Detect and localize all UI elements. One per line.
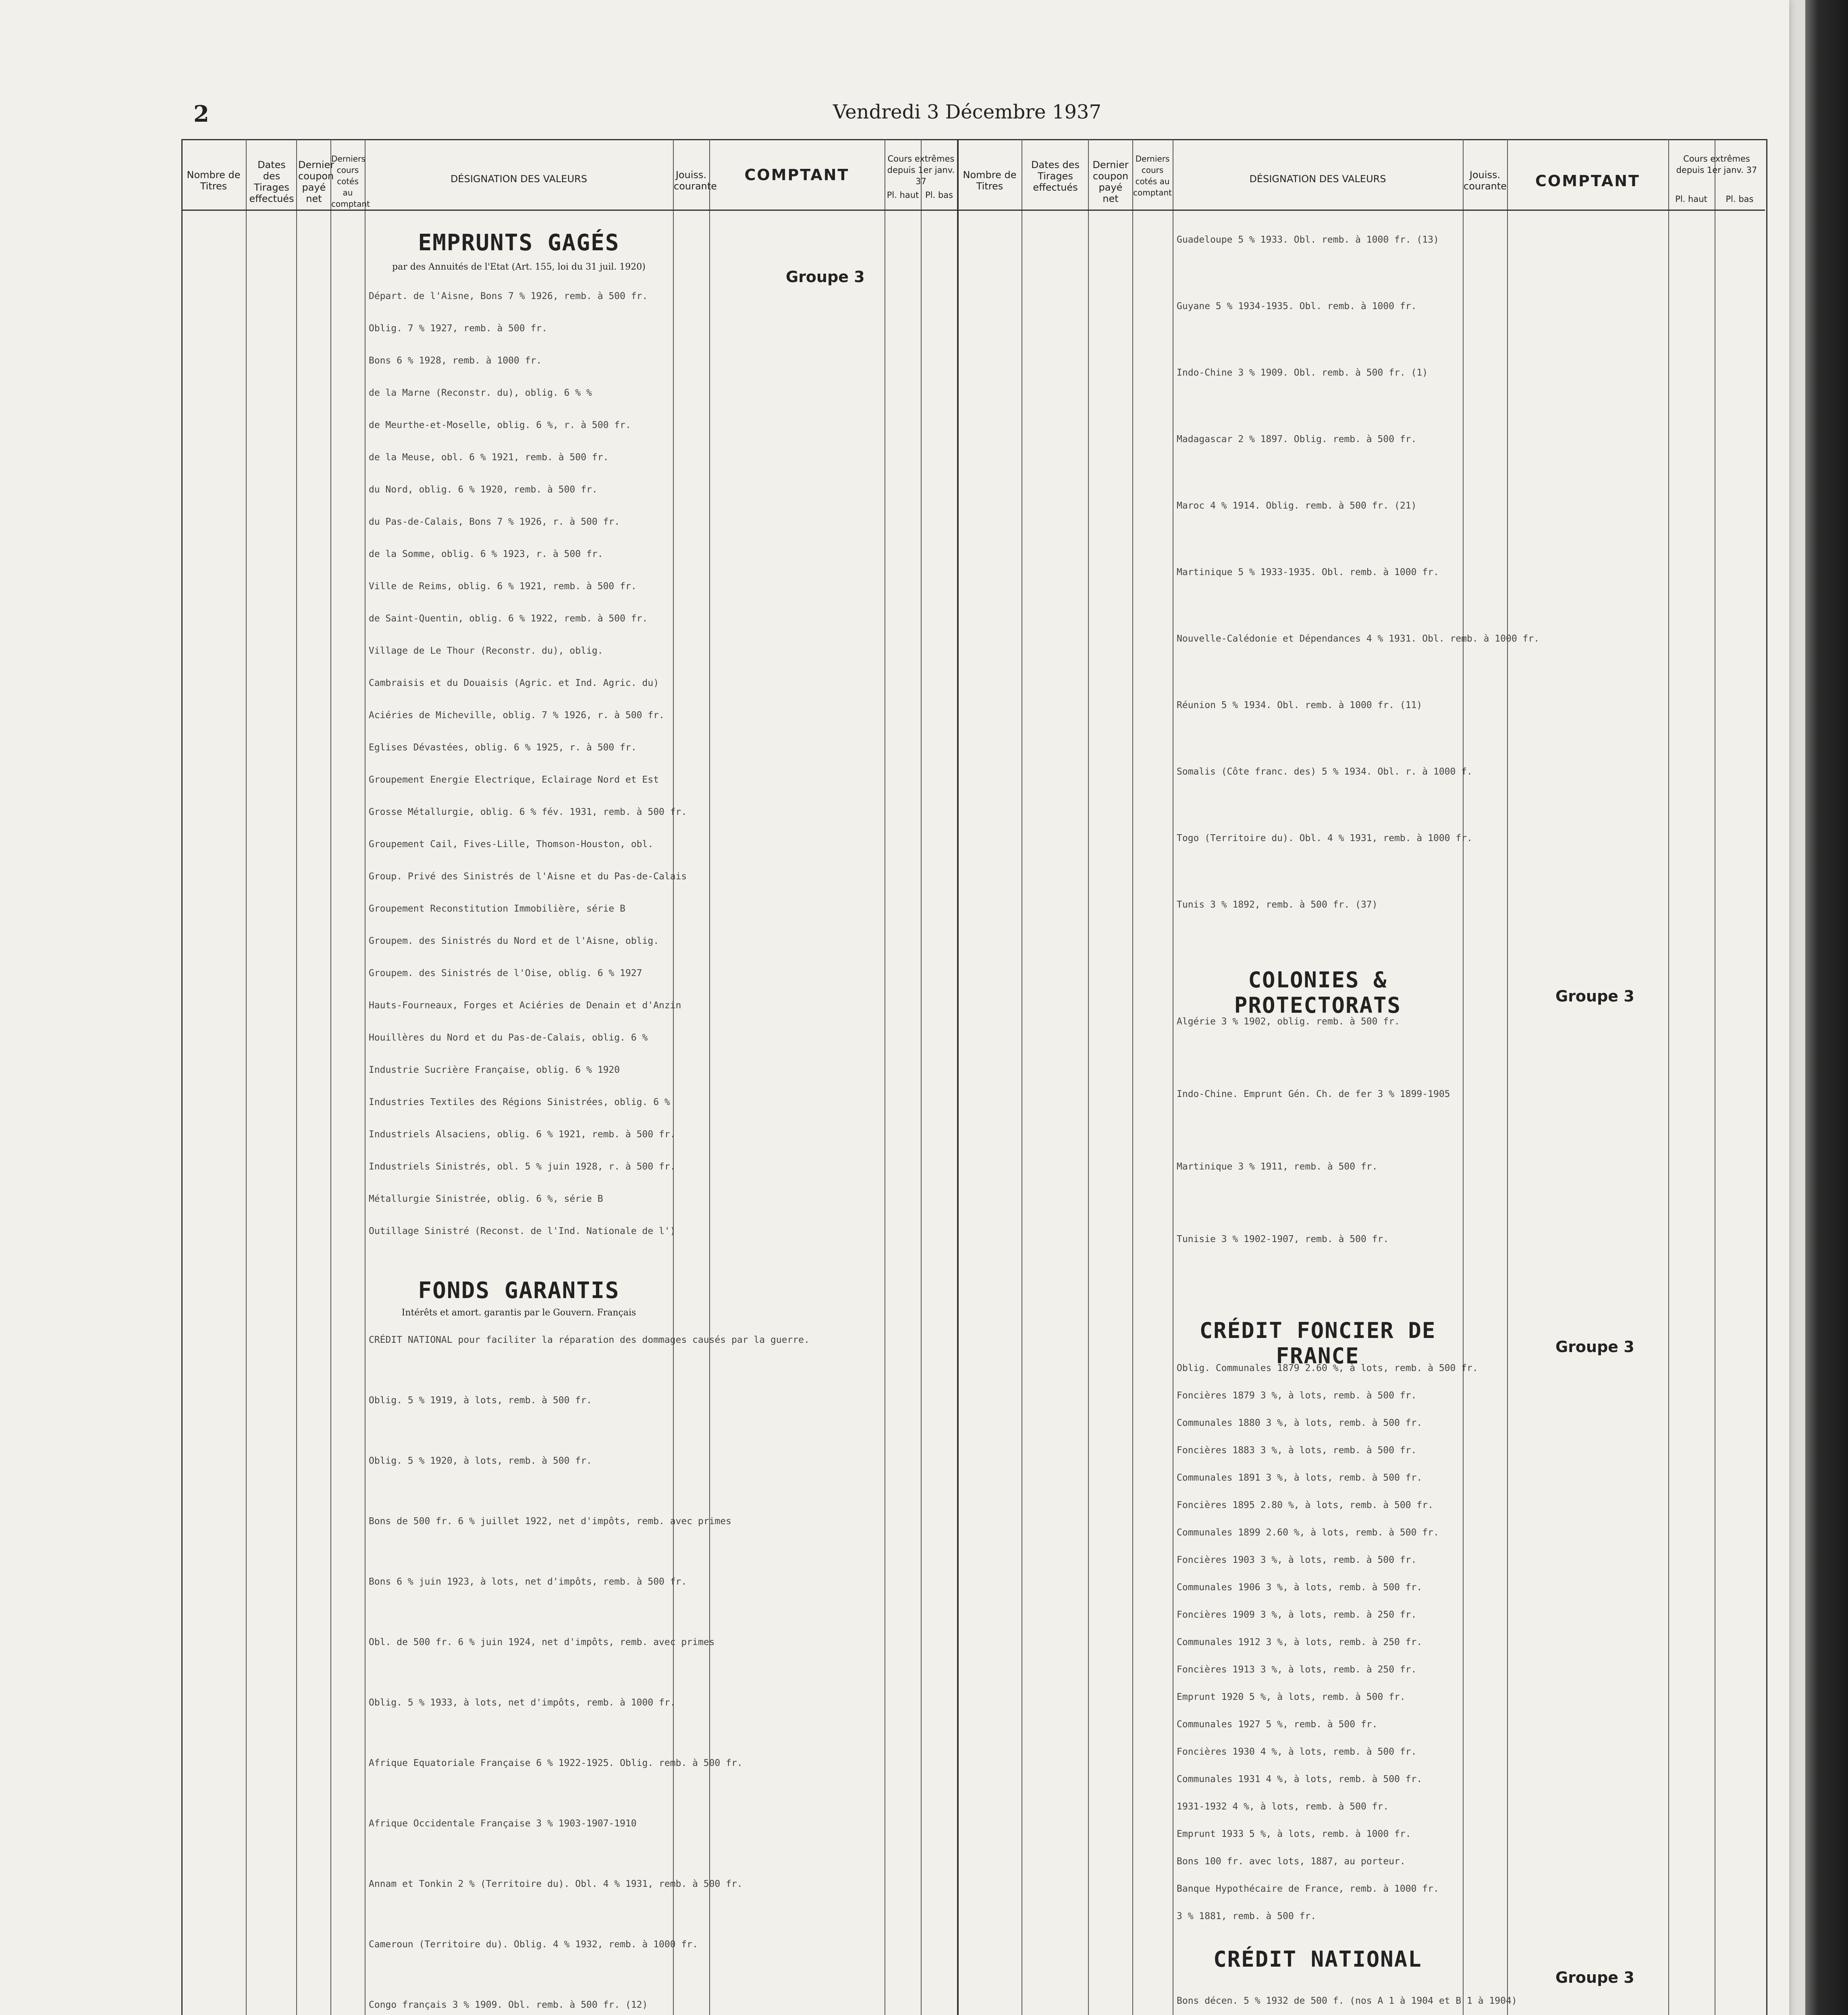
security-entry: Algérie 3 % 1902, oblig. remb. à 500 fr. — [1177, 1016, 1400, 1027]
col-rule — [330, 139, 331, 2015]
security-entry: Oblig. 7 % 1927, remb. à 500 fr. — [369, 323, 548, 334]
security-entry: Tunisie 3 % 1902-1907, remb. à 500 fr. — [1177, 1234, 1389, 1244]
date-line: Vendredi 3 Décembre 1937 — [833, 101, 1101, 123]
security-entry: Communales 1912 3 %, à lots, remb. à 250 fr. — [1177, 1637, 1422, 1647]
col-header-plbas: Pl. bas — [1725, 194, 1754, 204]
security-entry: Foncières 1930 4 %, à lots, remb. à 500 fr. — [1177, 1747, 1417, 1757]
security-entry: Communales 1931 4 %, à lots, remb. à 500 fr. — [1177, 1774, 1422, 1784]
security-entry: Industriels Sinistrés, obl. 5 % juin 1928, r. à 500 fr. — [369, 1161, 676, 1172]
security-entry: Guadeloupe 5 % 1933. Obl. remb. à 1000 fr. (13) — [1177, 235, 1439, 245]
security-entry: du Nord, oblig. 6 % 1920, remb. à 500 fr. — [369, 484, 598, 495]
security-entry: Oblig. 5 % 1919, à lots, remb. à 500 fr. — [369, 1395, 592, 1406]
security-entry: Ville de Reims, oblig. 6 % 1921, remb. à 500 fr. — [369, 581, 637, 592]
section-title-emprunts-gages: EMPRUNTS GAGÉS — [418, 230, 620, 256]
security-entry: de la Meuse, obl. 6 % 1921, remb. à 500 fr. — [369, 452, 609, 463]
security-entry: Emprunt 1920 5 %, à lots, remb. à 500 fr. — [1177, 1692, 1406, 1702]
col-header-dernier: Dernier coupon payé net — [298, 159, 334, 204]
security-entry: Communales 1880 3 %, à lots, remb. à 500 fr. — [1177, 1418, 1422, 1428]
security-entry: Somalis (Côte franc. des) 5 % 1934. Obl. r. à 1000 f. — [1177, 767, 1472, 777]
security-entry: Réunion 5 % 1934. Obl. remb. à 1000 fr. (11) — [1177, 700, 1422, 710]
header-rule — [181, 210, 1765, 211]
security-entry: Groupement Energie Electrique, Eclairage Nord et Est — [369, 775, 659, 785]
security-entry: Obl. de 500 fr. 6 % juin 1924, net d'impôts, remb. avec primes — [369, 1637, 715, 1647]
col-header-dernier: Dernier coupon payé net — [1092, 159, 1129, 204]
col-rule — [1463, 139, 1464, 2015]
security-entry: Guyane 5 % 1934-1935. Obl. remb. à 1000 fr. — [1177, 301, 1417, 312]
security-entry: Industriels Alsaciens, oblig. 6 % 1921, remb. à 500 fr. — [369, 1129, 676, 1140]
security-entry: Communales 1891 3 %, à lots, remb. à 500 fr. — [1177, 1473, 1422, 1483]
col-header-comptant: COMPTANT — [1535, 172, 1640, 190]
group-label: Groupe 3 — [786, 268, 865, 286]
security-entry: de la Somme, oblig. 6 % 1923, r. à 500 fr. — [369, 549, 603, 559]
col-rule — [1088, 139, 1089, 2015]
security-entry: Togo (Territoire du). Obl. 4 % 1931, remb. à 1000 fr. — [1177, 833, 1472, 843]
col-header-comptant: COMPTANT — [744, 166, 849, 184]
security-entry: CRÉDIT NATIONAL pour faciliter la réparation des dommages causés par la guerre. — [369, 1335, 810, 1345]
security-entry: Indo-Chine. Emprunt Gén. Ch. de fer 3 % 1899-1905 — [1177, 1089, 1450, 1099]
col-header-plhaut: Pl. haut — [887, 190, 919, 200]
section-title-credit-foncier: CRÉDIT FONCIER DE FRANCE — [1199, 1318, 1436, 1369]
col-header-nombre: Nombre de Titres — [187, 169, 241, 192]
security-entry: Bons 6 % 1928, remb. à 1000 fr. — [369, 355, 542, 366]
col-header-designation: DÉSIGNATION DES VALEURS — [1249, 173, 1386, 185]
security-entry: Annam et Tonkin 2 % (Territoire du). Obl. 4 % 1931, remb. à 500 fr. — [369, 1879, 743, 1889]
book-edge — [1805, 0, 1848, 2015]
security-entry: Communales 1899 2.60 %, à lots, remb. à 500 fr. — [1177, 1527, 1439, 1538]
security-entry: Foncières 1913 3 %, à lots, remb. à 250 fr. — [1177, 1664, 1417, 1675]
col-header-nombre: Nombre de Titres — [963, 169, 1017, 192]
security-entry: Congo français 3 % 1909. Obl. remb. à 500 fr. (12) — [369, 2000, 648, 2010]
col-rule — [246, 139, 247, 2015]
col-rule — [1132, 139, 1133, 2015]
section-subtitle: Intérêts et amort. garantis par le Gouvern. Français — [401, 1308, 636, 1318]
security-entry: Maroc 4 % 1914. Oblig. remb. à 500 fr. (21) — [1177, 501, 1417, 511]
page-number: 2 — [193, 101, 209, 127]
security-entry: Hauts-Fourneaux, Forges et Aciéries de Denain et d'Anzin — [369, 1000, 681, 1011]
security-entry: Foncières 1895 2.80 %, à lots, remb. à 500 fr. — [1177, 1500, 1433, 1510]
col-header-extremes: Cours extrêmes depuis 1er janv. 37 — [1676, 154, 1757, 175]
security-entry: Village de Le Thour (Reconstr. du), oblig. — [369, 646, 603, 656]
security-entry: Outillage Sinistré (Reconst. de l'Ind. Nationale de l') — [369, 1226, 676, 1236]
security-entry: Départ. de l'Aisne, Bons 7 % 1926, remb. à 500 fr. — [369, 291, 648, 301]
security-entry: Madagascar 2 % 1897. Oblig. remb. à 500 fr. — [1177, 434, 1417, 445]
security-entry: Foncières 1883 3 %, à lots, remb. à 500 fr. — [1177, 1445, 1417, 1456]
group-label: Groupe 3 — [1555, 1338, 1634, 1356]
col-header-dates: Dates des Tirages effectués — [1031, 159, 1080, 193]
security-entry: de la Marne (Reconstr. du), oblig. 6 % % — [369, 388, 592, 398]
security-entry: Aciéries de Micheville, oblig. 7 % 1926, r. à 500 fr. — [369, 710, 664, 721]
security-entry: Bons 100 fr. avec lots, 1887, au porteur. — [1177, 1856, 1406, 1867]
col-header-extremes: Cours extrêmes depuis 1er janv. 37 — [887, 154, 955, 186]
col-rule — [673, 139, 674, 2015]
security-entry: Group. Privé des Sinistrés de l'Aisne et du Pas-de-Calais — [369, 871, 687, 882]
col-header-plhaut: Pl. haut — [1675, 194, 1707, 204]
security-entry: Groupement Cail, Fives-Lille, Thomson-Houston, obl. — [369, 839, 654, 850]
security-entry: Eglises Dévastées, oblig. 6 % 1925, r. à 500 fr. — [369, 742, 637, 753]
security-entry: Afrique Occidentale Française 3 % 1903-1907-1910 — [369, 1818, 637, 1829]
group-label: Groupe 3 — [1555, 987, 1634, 1005]
security-entry: 3 % 1881, remb. à 500 fr. — [1177, 1911, 1316, 1922]
col-rule — [296, 139, 297, 2015]
security-entry: 1931-1932 4 %, à lots, remb. à 500 fr. — [1177, 1801, 1389, 1812]
security-entry: Tunis 3 % 1892, remb. à 500 fr. (37) — [1177, 899, 1378, 910]
security-entry: Indo-Chine 3 % 1909. Obl. remb. à 500 fr. (1) — [1177, 368, 1428, 378]
group-label: Groupe 3 — [1555, 1969, 1634, 1986]
security-entry: Foncières 1903 3 %, à lots, remb. à 500 fr. — [1177, 1555, 1417, 1565]
security-entry: Bons décen. 5 % 1932 de 500 f. (nos A 1 à 1904 et B 1 à 1904) — [1177, 1996, 1517, 2006]
security-entry: Communales 1927 5 %, remb. à 500 fr. — [1177, 1719, 1378, 1730]
col-header-designation: DÉSIGNATION DES VALEURS — [450, 173, 588, 185]
col-header-cours: Derniers cours cotés au comptant — [1133, 154, 1172, 197]
security-entry: Grosse Métallurgie, oblig. 6 % fév. 1931, remb. à 500 fr. — [369, 807, 687, 817]
col-rule — [1668, 139, 1669, 2015]
security-entry: Industries Textiles des Régions Sinistrées, oblig. 6 % — [369, 1097, 670, 1107]
security-entry: de Meurthe-et-Moselle, oblig. 6 %, r. à 500 fr. — [369, 420, 631, 430]
security-entry: Banque Hypothécaire de France, remb. à 1000 fr. — [1177, 1884, 1439, 1894]
security-entry: Foncières 1879 3 %, à lots, remb. à 500 fr. — [1177, 1390, 1417, 1401]
col-header-jouiss: Jouiss. courante — [1464, 169, 1507, 192]
security-entry: Bons de 500 fr. 6 % juillet 1922, net d'impôts, remb. avec primes — [369, 1516, 732, 1527]
col-rule — [1507, 139, 1508, 2015]
security-entry: Métallurgie Sinistrée, oblig. 6 %, série B — [369, 1194, 603, 1204]
security-entry: Houillères du Nord et du Pas-de-Calais, oblig. 6 % — [369, 1032, 648, 1043]
security-entry: Emprunt 1933 5 %, à lots, remb. à 1000 fr. — [1177, 1829, 1411, 1839]
col-rule — [709, 139, 710, 2015]
security-entry: Martinique 3 % 1911, remb. à 500 fr. — [1177, 1161, 1378, 1172]
col-rule — [921, 139, 922, 2015]
security-entry: Cameroun (Territoire du). Oblig. 4 % 1932, remb. à 1000 fr. — [369, 1939, 698, 1950]
security-entry: Martinique 5 % 1933-1935. Obl. remb. à 1000 fr. — [1177, 567, 1439, 577]
col-header-plbas: Pl. bas — [925, 190, 953, 200]
security-entry: de Saint-Quentin, oblig. 6 % 1922, remb. à 500 fr. — [369, 613, 648, 624]
security-entry: Communales 1906 3 %, à lots, remb. à 500 fr. — [1177, 1582, 1422, 1593]
security-entry: Oblig. Communales 1879 2.60 %, à lots, remb. à 500 fr. — [1177, 1363, 1478, 1373]
col-header-dates: Dates des Tirages effectués — [249, 159, 294, 204]
section-subtitle: par des Annuités de l'Etat (Art. 155, loi du 31 juil. 1920) — [392, 262, 646, 272]
section-title-credit-national: CRÉDIT NATIONAL — [1213, 1946, 1422, 1972]
security-entry: Cambraisis et du Douaisis (Agric. et Ind. Agric. du) — [369, 678, 659, 688]
center-rule — [957, 139, 959, 2015]
security-entry: Bons 6 % juin 1923, à lots, net d'impôts, remb. à 500 fr. — [369, 1577, 687, 1587]
security-entry: du Pas-de-Calais, Bons 7 % 1926, r. à 500 fr. — [369, 517, 620, 527]
security-entry: Groupem. des Sinistrés du Nord et de l'Aisne, oblig. — [369, 936, 659, 946]
section-title-colonies: COLONIES & PROTECTORATS — [1234, 967, 1402, 1018]
security-entry: Oblig. 5 % 1933, à lots, net d'impôts, remb. à 1000 fr. — [369, 1697, 676, 1708]
section-title-fonds-garantis: FONDS GARANTIS — [418, 1278, 620, 1304]
security-entry: Groupem. des Sinistrés de l'Oise, oblig. 6 % 1927 — [369, 968, 642, 978]
security-entry: Industrie Sucrière Française, oblig. 6 % 1920 — [369, 1065, 620, 1075]
col-header-cours: Derniers cours cotés au comptant — [331, 154, 370, 209]
security-entry: Afrique Equatoriale Française 6 % 1922-1925. Oblig. remb. à 500 fr. — [369, 1758, 743, 1768]
security-entry: Nouvelle-Calédonie et Dépendances 4 % 1931. Obl. remb. à 1000 fr. — [1177, 634, 1540, 644]
col-header-jouiss: Jouiss. courante — [674, 169, 717, 192]
security-entry: Foncières 1909 3 %, à lots, remb. à 250 fr. — [1177, 1610, 1417, 1620]
security-entry: Oblig. 5 % 1920, à lots, remb. à 500 fr. — [369, 1456, 592, 1466]
security-entry: Groupement Reconstitution Immobilière, série B — [369, 904, 625, 914]
